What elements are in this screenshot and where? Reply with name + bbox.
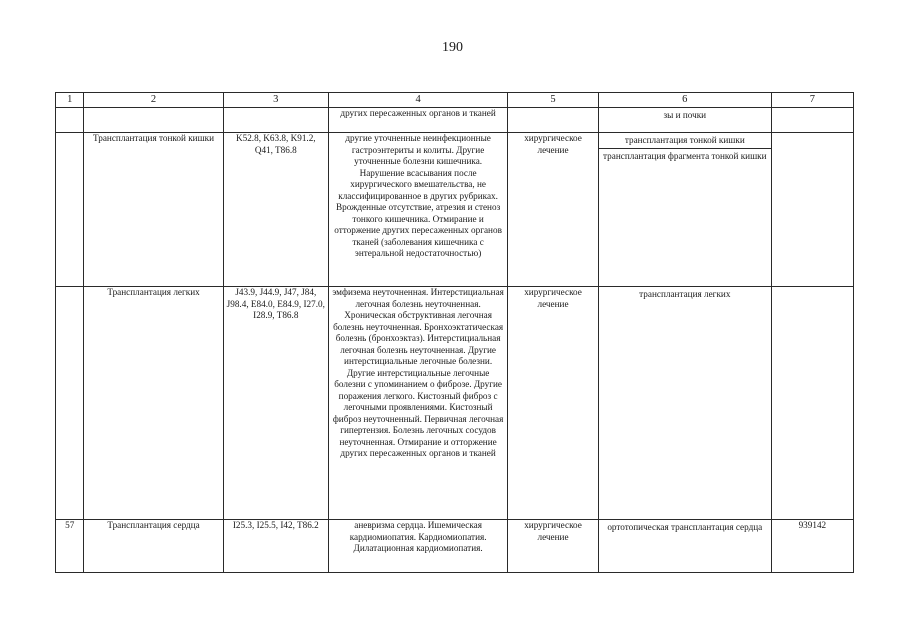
icd-codes-cell: I25.3, I25.5, I42, T86.2 (223, 520, 328, 573)
treatment-cell (508, 108, 599, 133)
method-item: трансплантация легких (639, 289, 731, 299)
table-row (56, 287, 854, 520)
icd-codes-cell: K52.8, K63.8, K91.2, Q41, T86.8 (223, 133, 328, 287)
diseases-cell: других пересаженных органов и тканей (329, 108, 508, 133)
table-row (56, 133, 854, 287)
method-item: ортотопическая трансплантация сердца (607, 522, 763, 532)
cost-cell (771, 133, 853, 287)
row-number-cell: 57 (56, 520, 84, 573)
treatment-cell: хирургическое лечение (508, 520, 599, 573)
diseases-cell: другие уточненные неинфекционные гастроэнтериты и колиты. Другие уточненные болезни кишечника. Нарушение всасывания после хирургического вмешательства, не классифицированное в других рубриках. Врожденные отсутствие, атрезия и стеноз тонкого кишечника. Отмирание и отторжение других пересаженных органов тканей (заболевания кишечника с энтеральной недостаточностью) (329, 133, 508, 287)
method-item: зы и почки (663, 110, 707, 120)
method-item: трансплантация тонкой кишки (599, 133, 771, 149)
icd-codes-cell: J43.9, J44.9, J47, J84, J98.4, E84.0, E84.9, I27.0, I28.9, T86.8 (223, 287, 328, 520)
table-row (56, 108, 854, 133)
row-number-cell (56, 287, 84, 520)
method-item: трансплантация фрагмента тонкой кишки (603, 150, 767, 161)
procedure-name-cell: Трансплантация сердца (84, 520, 223, 573)
treatment-cell: хирургическое лечение (508, 133, 599, 287)
procedure-name-cell (84, 108, 223, 133)
column-number: 5 (508, 93, 599, 108)
column-number: 1 (56, 93, 84, 108)
procedure-name-cell: Трансплантация тонкой кишки (84, 133, 223, 287)
column-number: 2 (84, 93, 223, 108)
treatment-cell: хирургическое лечение (508, 287, 599, 520)
column-number: 6 (598, 93, 771, 108)
cost-cell (771, 108, 853, 133)
procedures-table (55, 92, 854, 573)
row-number-cell (56, 133, 84, 287)
methods-cell (598, 108, 771, 133)
icd-codes-cell (223, 108, 328, 133)
diseases-cell: аневризма сердца. Ишемическая кардиомиопатия. Кардиомиопатия. Дилатационная кардиомиопатия. (329, 520, 508, 573)
row-number-cell (56, 108, 84, 133)
procedure-name-cell: Трансплантация легких (84, 287, 223, 520)
methods-cell (598, 287, 771, 520)
methods-cell (598, 133, 771, 287)
diseases-cell: эмфизема неуточненная. Интерстициальная легочная болезнь неуточненная. Хроническая обструктивная легочная болезнь неуточненная. Бронхоэктатическая болезнь (бронхоэктаз). Интерстициальная легочная болезнь неуточненная. Другие интерстициальные легочные болезни. Другие интерстициальные легочные болезни с упоминанием о фиброзе. Другие поражения легкого. Кистозный фиброз с легочными проявлениями. Кистозный фиброз неуточненный. Первичная легочная гипертензия. Болезнь легочных сосудов неуточненная. Отмирание и отторжение других пересаженных органов и тканей (329, 287, 508, 520)
methods-cell (598, 520, 771, 573)
column-number: 7 (771, 93, 853, 108)
column-number: 3 (223, 93, 328, 108)
column-number-row (56, 93, 854, 108)
cost-cell (771, 287, 853, 520)
column-number: 4 (329, 93, 508, 108)
table-row (56, 520, 854, 573)
cost-cell: 939142 (771, 520, 853, 573)
page-number: 190 (442, 40, 463, 55)
